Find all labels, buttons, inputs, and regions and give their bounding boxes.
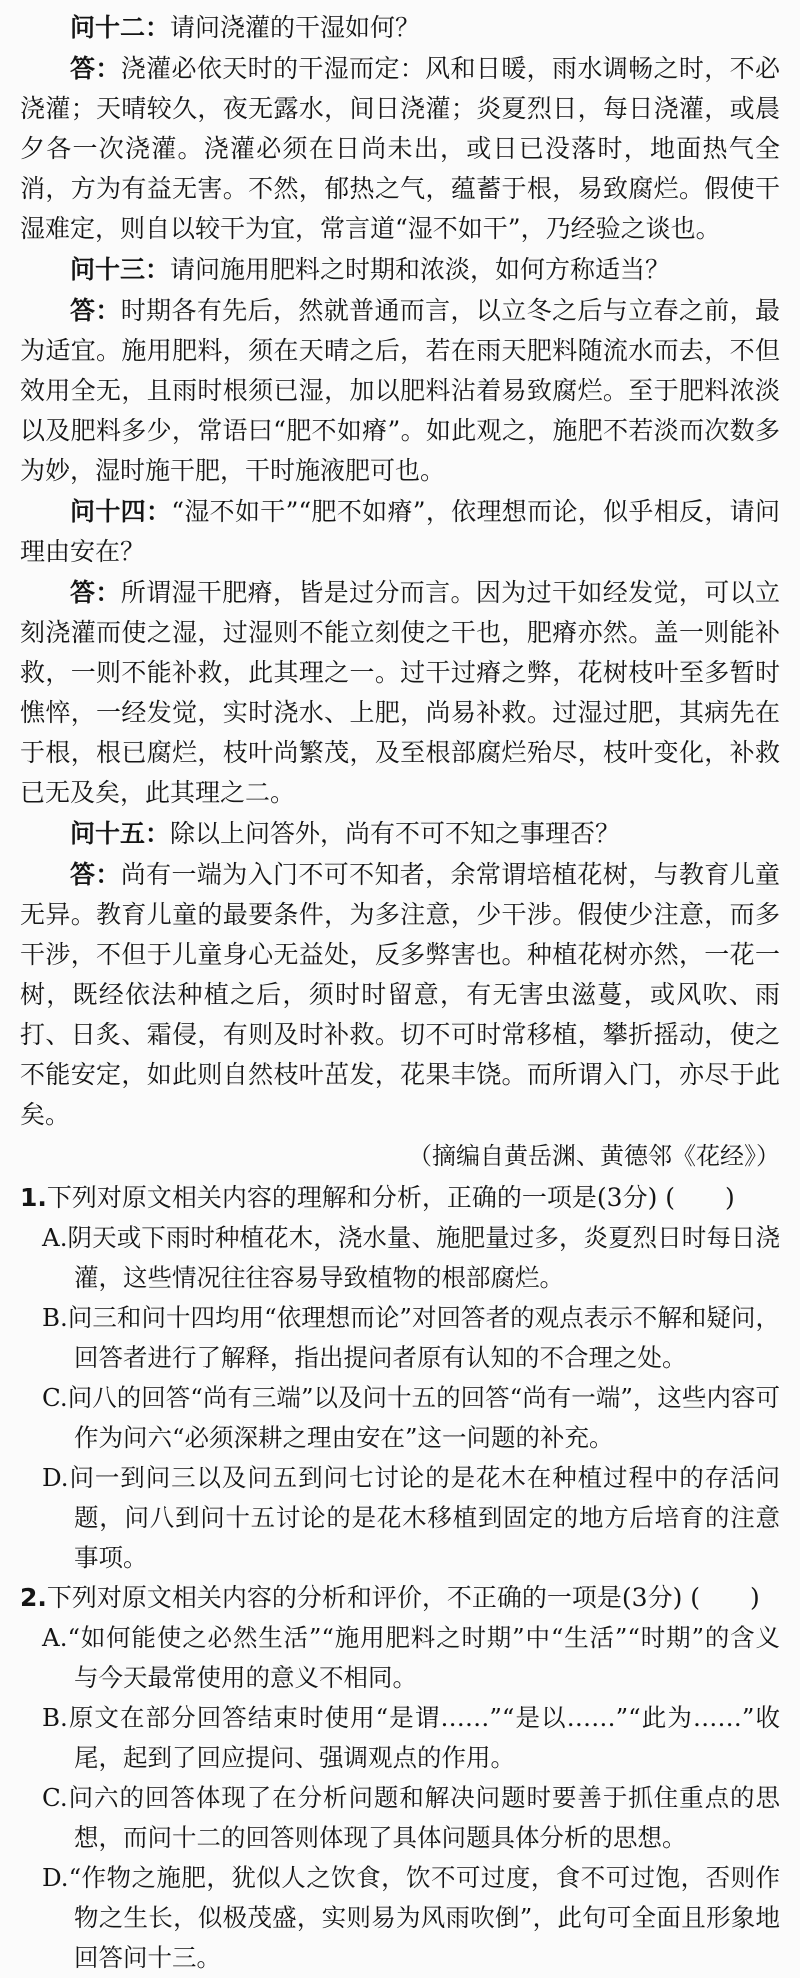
option-letter: C.	[42, 1383, 68, 1412]
answer-option[interactable]	[20, 1618, 780, 1698]
paragraph-text: 浇灌必依天时的干湿而定：风和日暖，雨水调畅之时，不必浇灌；天晴较久，夜无露水，间日浇灌；炎夏烈日，每日浇灌，或晨夕各一次浇灌。浇灌必须在日尚未出，或日已没落时，地面热气全消，方为有益无害。不然，郁热之气，蕴蓄于根，易致腐烂。假使干湿难定，则自以较干为宜，常言道“湿不如干”，乃经验之谈也。	[20, 54, 780, 243]
answer-option[interactable]	[20, 1458, 780, 1578]
passage-paragraph	[20, 573, 780, 813]
passage	[20, 8, 780, 1135]
passage-paragraph	[20, 49, 780, 249]
paragraph-text: 请问施用肥料之时期和浓淡，如何方称适当？	[170, 255, 671, 284]
paragraph-text: 所谓湿干肥瘠，皆是过分而言。因为过干如经发觉，可以立刻浇灌而使之湿，过湿则不能立刻使之干也，肥瘠亦然。盖一则能补救，一则不能补救，此其理之一。过干过瘠之弊，花树枝叶至多暂时憔悴，一经发觉，实时浇水、上肥，尚易补救。过湿过肥，其病先在于根，根已腐烂，枝叶尚繁茂，及至根部腐烂殆尽，枝叶变化，补救已无及矣，此其理之二。	[20, 578, 780, 807]
option-letter: B.	[42, 1703, 68, 1732]
question-block	[20, 1178, 780, 1578]
option-text: 阴天或下雨时种植花木，浇水量、施肥量过多，炎夏烈日时每日浇灌，这些情况往往容易导致植物的根部腐烂。	[67, 1223, 780, 1292]
passage-paragraph	[20, 291, 780, 491]
answer-option[interactable]	[20, 1698, 780, 1778]
paragraph-lead: 问十五：	[70, 819, 171, 848]
paragraph-text: 尚有一端为入门不可不知者，余常谓培植花树，与教育儿童无异。教育儿童的最要条件，为多注意，少干涉。假使少注意，而多干涉，不但于儿童身心无益处，反多弊害也。种植花树亦然，一花一树，既经依法种植之后，须时时留意，有无害虫滋蔓，或风吹、雨打、日炙、霜侵，有则及时补救。切不可时常移植，攀折摇动，使之不能安定，如此则自然枝叶茁发，花果丰饶。而所谓入门，亦尽于此矣。	[20, 860, 780, 1129]
paragraph-text: 请问浇灌的干湿如何？	[170, 13, 421, 42]
paragraph-lead: 答：	[70, 54, 121, 83]
option-text: “如何能使之必然生活”“施用肥料之时期”中“生活”“时期”的含义与今天最常使用的意义不相同。	[67, 1623, 780, 1692]
option-text: 问三和问十四均用“依理想而论”对回答者的观点表示不解和疑问，回答者进行了解释，指出提问者原有认知的不合理之处。	[67, 1303, 780, 1372]
answer-option[interactable]	[20, 1778, 780, 1858]
question-block	[20, 1578, 780, 1978]
passage-paragraph	[20, 855, 780, 1135]
passage-paragraph	[20, 492, 780, 572]
question-number: 1.	[20, 1183, 47, 1212]
question-number: 2.	[20, 1583, 47, 1612]
answer-option[interactable]	[20, 1218, 780, 1298]
option-letter: A.	[42, 1223, 68, 1252]
option-text: 问八的回答“尚有三端”以及问十五的回答“尚有一端”，这些内容可作为问六“必须深耕之理由安在”这一问题的补充。	[67, 1383, 780, 1452]
paragraph-text: 时期各有先后，然就普通而言，以立冬之后与立春之前，最为适宜。施用肥料，须在天晴之后，若在雨天肥料随流水而去，不但效用全无，且雨时根须已湿，加以肥料沾着易致腐烂。至于肥料浓淡以及肥料多少，常语曰“肥不如瘠”。如此观之，施肥不若淡而次数多为妙，湿时施干肥，干时施液肥可也。	[20, 296, 780, 485]
option-letter: D.	[42, 1463, 69, 1492]
question-stem	[20, 1578, 780, 1618]
paragraph-lead: 问十二：	[70, 13, 171, 42]
paragraph-lead: 答：	[70, 860, 121, 889]
option-text: 问六的回答体现了在分析问题和解决问题时要善于抓住重点的思想，而问十二的回答则体现了具体问题具体分析的思想。	[67, 1783, 780, 1852]
paragraph-text: “湿不如干”“肥不如瘠”，依理想而论，似乎相反，请问理由安在？	[20, 497, 780, 566]
answer-option[interactable]	[20, 1858, 780, 1978]
option-letter: B.	[42, 1303, 68, 1332]
option-letter: A.	[42, 1623, 68, 1652]
question-text: 下列对原文相关内容的理解和分析，正确的一项是(3分) ( )	[46, 1183, 735, 1212]
paragraph-lead: 答：	[70, 578, 121, 607]
option-text: 原文在部分回答结束时使用“是谓……”“是以……”“此为……”收尾，起到了回应提问、强调观点的作用。	[67, 1703, 780, 1772]
paragraph-lead: 答：	[70, 296, 121, 325]
passage-paragraph	[20, 250, 780, 290]
question-text: 下列对原文相关内容的分析和评价，不正确的一项是(3分) ( )	[46, 1583, 760, 1612]
option-text: 问一到问三以及问五到问七讨论的是花木在种植过程中的存活问题，问八到问十五讨论的是花木移植到固定的地方后培育的注意事项。	[68, 1463, 780, 1572]
paragraph-lead: 问十三：	[70, 255, 171, 284]
option-letter: D.	[42, 1863, 69, 1892]
answer-option[interactable]	[20, 1378, 780, 1458]
paragraph-text: 除以上问答外，尚有不可不知之事理否？	[170, 819, 621, 848]
question-stem	[20, 1178, 780, 1218]
source-citation: （摘编自黄岳渊、黄德邻《花经》）	[408, 1142, 780, 1170]
paragraph-lead: 问十四：	[70, 497, 172, 526]
passage-paragraph	[20, 8, 780, 48]
passage-paragraph	[20, 814, 780, 854]
option-letter: C.	[42, 1783, 68, 1812]
option-text: “作物之施肥，犹似人之饮食，饮不可过度，食不可过饱，否则作物之生长，似极茂盛，实则易为风雨吹倒”，此句可全面且形象地回答问十三。	[68, 1863, 780, 1972]
answer-option[interactable]	[20, 1298, 780, 1378]
